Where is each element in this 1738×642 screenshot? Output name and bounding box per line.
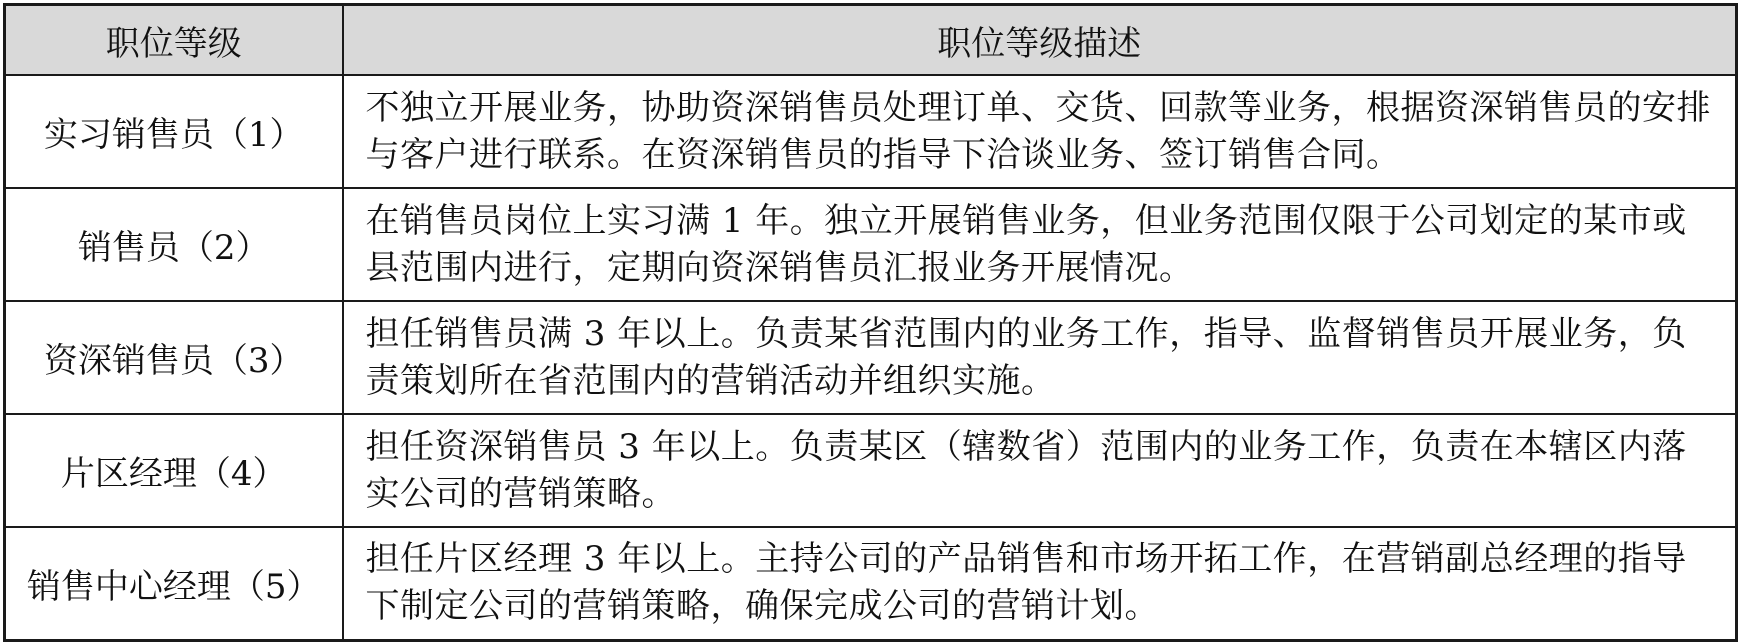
position-level-table [3,3,1738,642]
table-row [5,414,1737,527]
table-row [5,301,1737,414]
header-position-level: 职位等级 [5,5,343,76]
description-cell: 不独立开展业务，协助资深销售员处理订单、交货、回款等业务，根据资深销售员的安排与客户进行联系。在资深销售员的指导下洽谈业务、签订销售合同。 [343,75,1737,188]
description-cell: 在销售员岗位上实习满 1 年。独立开展销售业务，但业务范围仅限于公司划定的某市或县范围内进行，定期向资深销售员汇报业务开展情况。 [343,188,1737,301]
table-header-row [5,5,1737,76]
level-cell: 实习销售员（1） [5,75,343,188]
table-row [5,188,1737,301]
header-position-description: 职位等级描述 [343,5,1737,76]
description-cell: 担任销售员满 3 年以上。负责某省范围内的业务工作，指导、监督销售员开展业务，负责策划所在省范围内的营销活动并组织实施。 [343,301,1737,414]
level-cell: 片区经理（4） [5,414,343,527]
position-level-table-wrapper [3,3,1735,639]
table-row [5,75,1737,188]
description-cell: 担任资深销售员 3 年以上。负责某区（辖数省）范围内的业务工作，负责在本辖区内落实公司的营销策略。 [343,414,1737,527]
table-row [5,527,1737,640]
level-cell: 资深销售员（3） [5,301,343,414]
level-cell: 销售员（2） [5,188,343,301]
description-cell: 担任片区经理 3 年以上。主持公司的产品销售和市场开拓工作，在营销副总经理的指导下制定公司的营销策略，确保完成公司的营销计划。 [343,527,1737,640]
level-cell: 销售中心经理（5） [5,527,343,640]
